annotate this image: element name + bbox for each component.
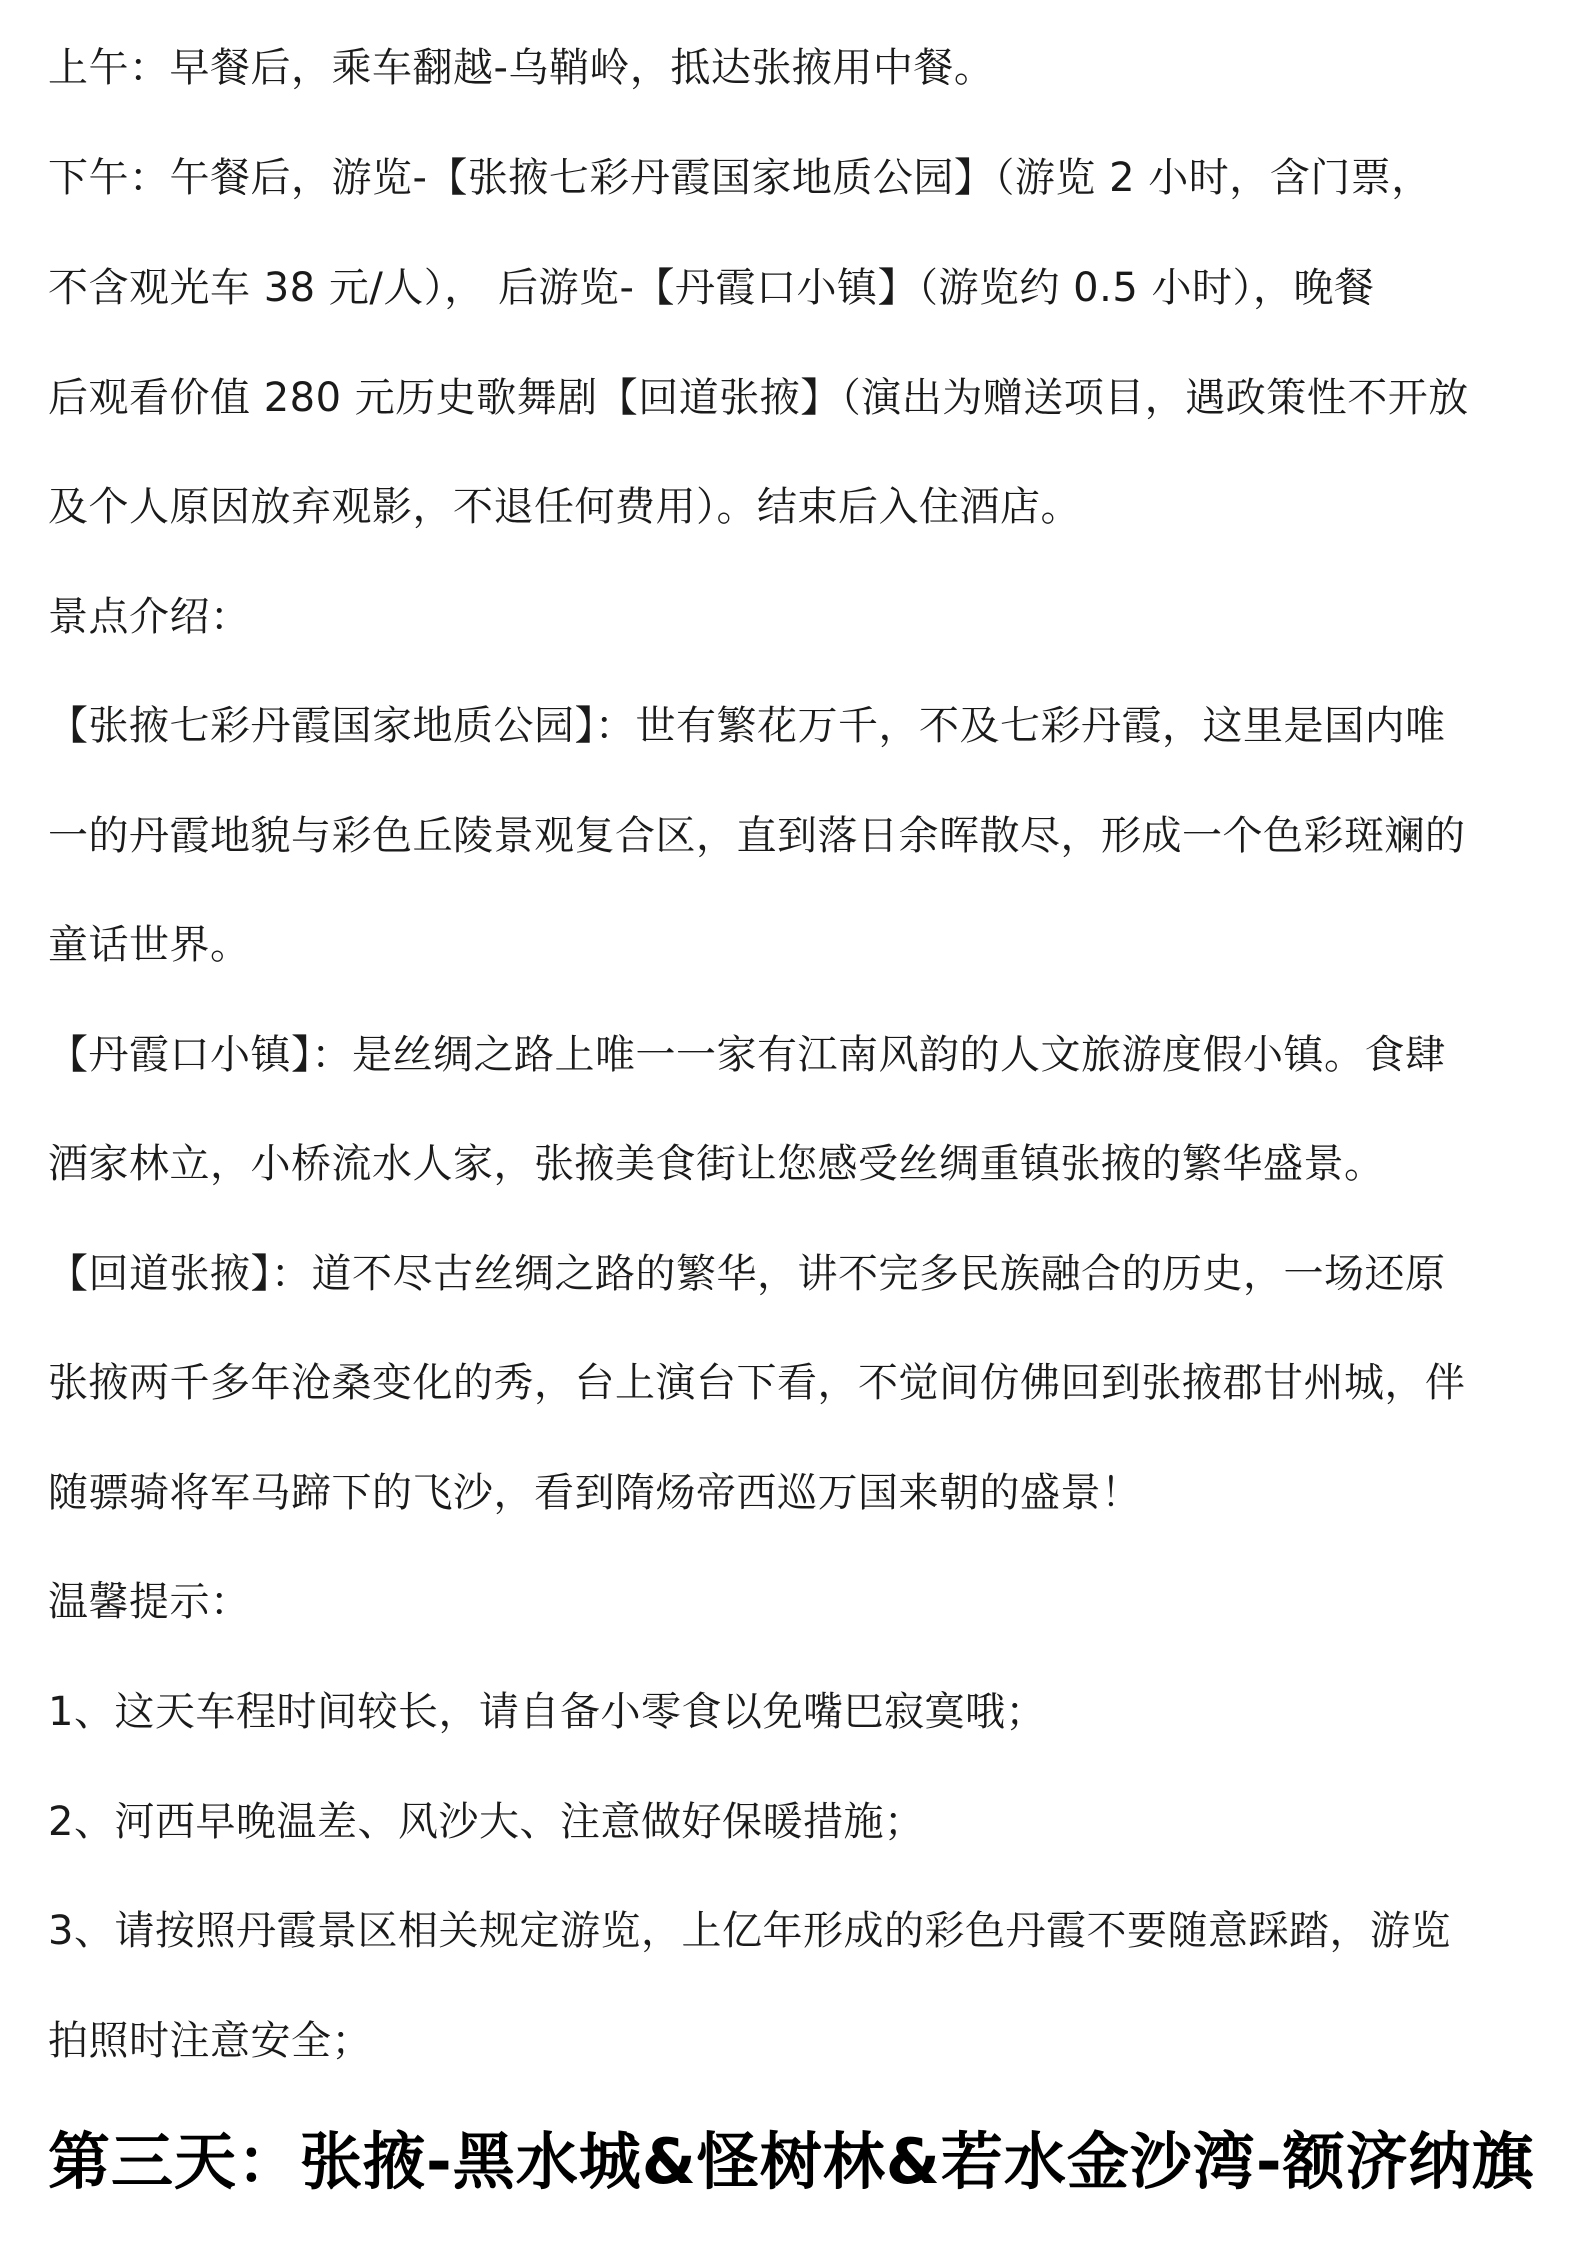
tip-item: 拍照时注意安全； bbox=[48, 2018, 372, 2064]
paragraph-line: 【张掖七彩丹霞国家地质公园】：世有繁花万千，不及七彩丹霞，这里是国内唯 bbox=[48, 703, 1446, 749]
paragraph-line: 上午：早餐后，乘车翻越-乌鞘岭，抵达张掖用中餐。 bbox=[48, 45, 995, 91]
paragraph-line: 及个人原因放弃观影，不退任何费用）。结束后入住酒店。 bbox=[48, 484, 1081, 530]
paragraph-line: 后观看价值 280 元历史歌舞剧【回道张掖】（演出为赠送项目，遇政策性不开放 bbox=[48, 375, 1469, 421]
tip-item: 1、这天车程时间较长，请自备小零食以免嘴巴寂寞哦； bbox=[48, 1689, 1046, 1735]
paragraph-line: 【丹霞口小镇】：是丝绸之路上唯一一家有江南风韵的人文旅游度假小镇。食肆 bbox=[48, 1032, 1446, 1078]
paragraph-line: 酒家林立，小桥流水人家，张掖美食街让您感受丝绸重镇张掖的繁华盛景。 bbox=[48, 1141, 1385, 1187]
paragraph-line: 张掖两千多年沧桑变化的秀，台上演台下看，不觉间仿佛回到张掖郡甘州城，伴 bbox=[48, 1360, 1466, 1406]
paragraph-line: 【回道张掖】：道不尽古丝绸之路的繁华，讲不完多民族融合的历史，一场还原 bbox=[48, 1251, 1446, 1297]
paragraph-line: 下午：午餐后，游览-【张掖七彩丹霞国家地质公园】（游览 2 小时，含门票， bbox=[48, 155, 1432, 201]
day-heading: 第三天：张掖-黑水城&怪树林&若水金沙湾-额济纳旗 bbox=[48, 2125, 1535, 2198]
paragraph-line: 童话世界。 bbox=[48, 922, 251, 968]
tip-item: 3、请按照丹霞景区相关规定游览，上亿年形成的彩色丹霞不要随意踩踏，游览 bbox=[48, 1908, 1451, 1954]
section-label: 景点介绍： bbox=[48, 594, 251, 640]
section-label: 温馨提示： bbox=[48, 1579, 251, 1625]
paragraph-line: 不含观光车 38 元/人）， 后游览-【丹霞口小镇】（游览约 0.5 小时），晚餐 bbox=[48, 265, 1375, 311]
tip-item: 2、河西早晚温差、风沙大、注意做好保暖措施； bbox=[48, 1799, 925, 1845]
paragraph-line: 一的丹霞地貌与彩色丘陵景观复合区，直到落日余晖散尽，形成一个色彩斑斓的 bbox=[48, 813, 1466, 859]
paragraph-line: 随骠骑将军马蹄下的飞沙，看到隋炀帝西巡万国来朝的盛景！ bbox=[48, 1470, 1142, 1516]
